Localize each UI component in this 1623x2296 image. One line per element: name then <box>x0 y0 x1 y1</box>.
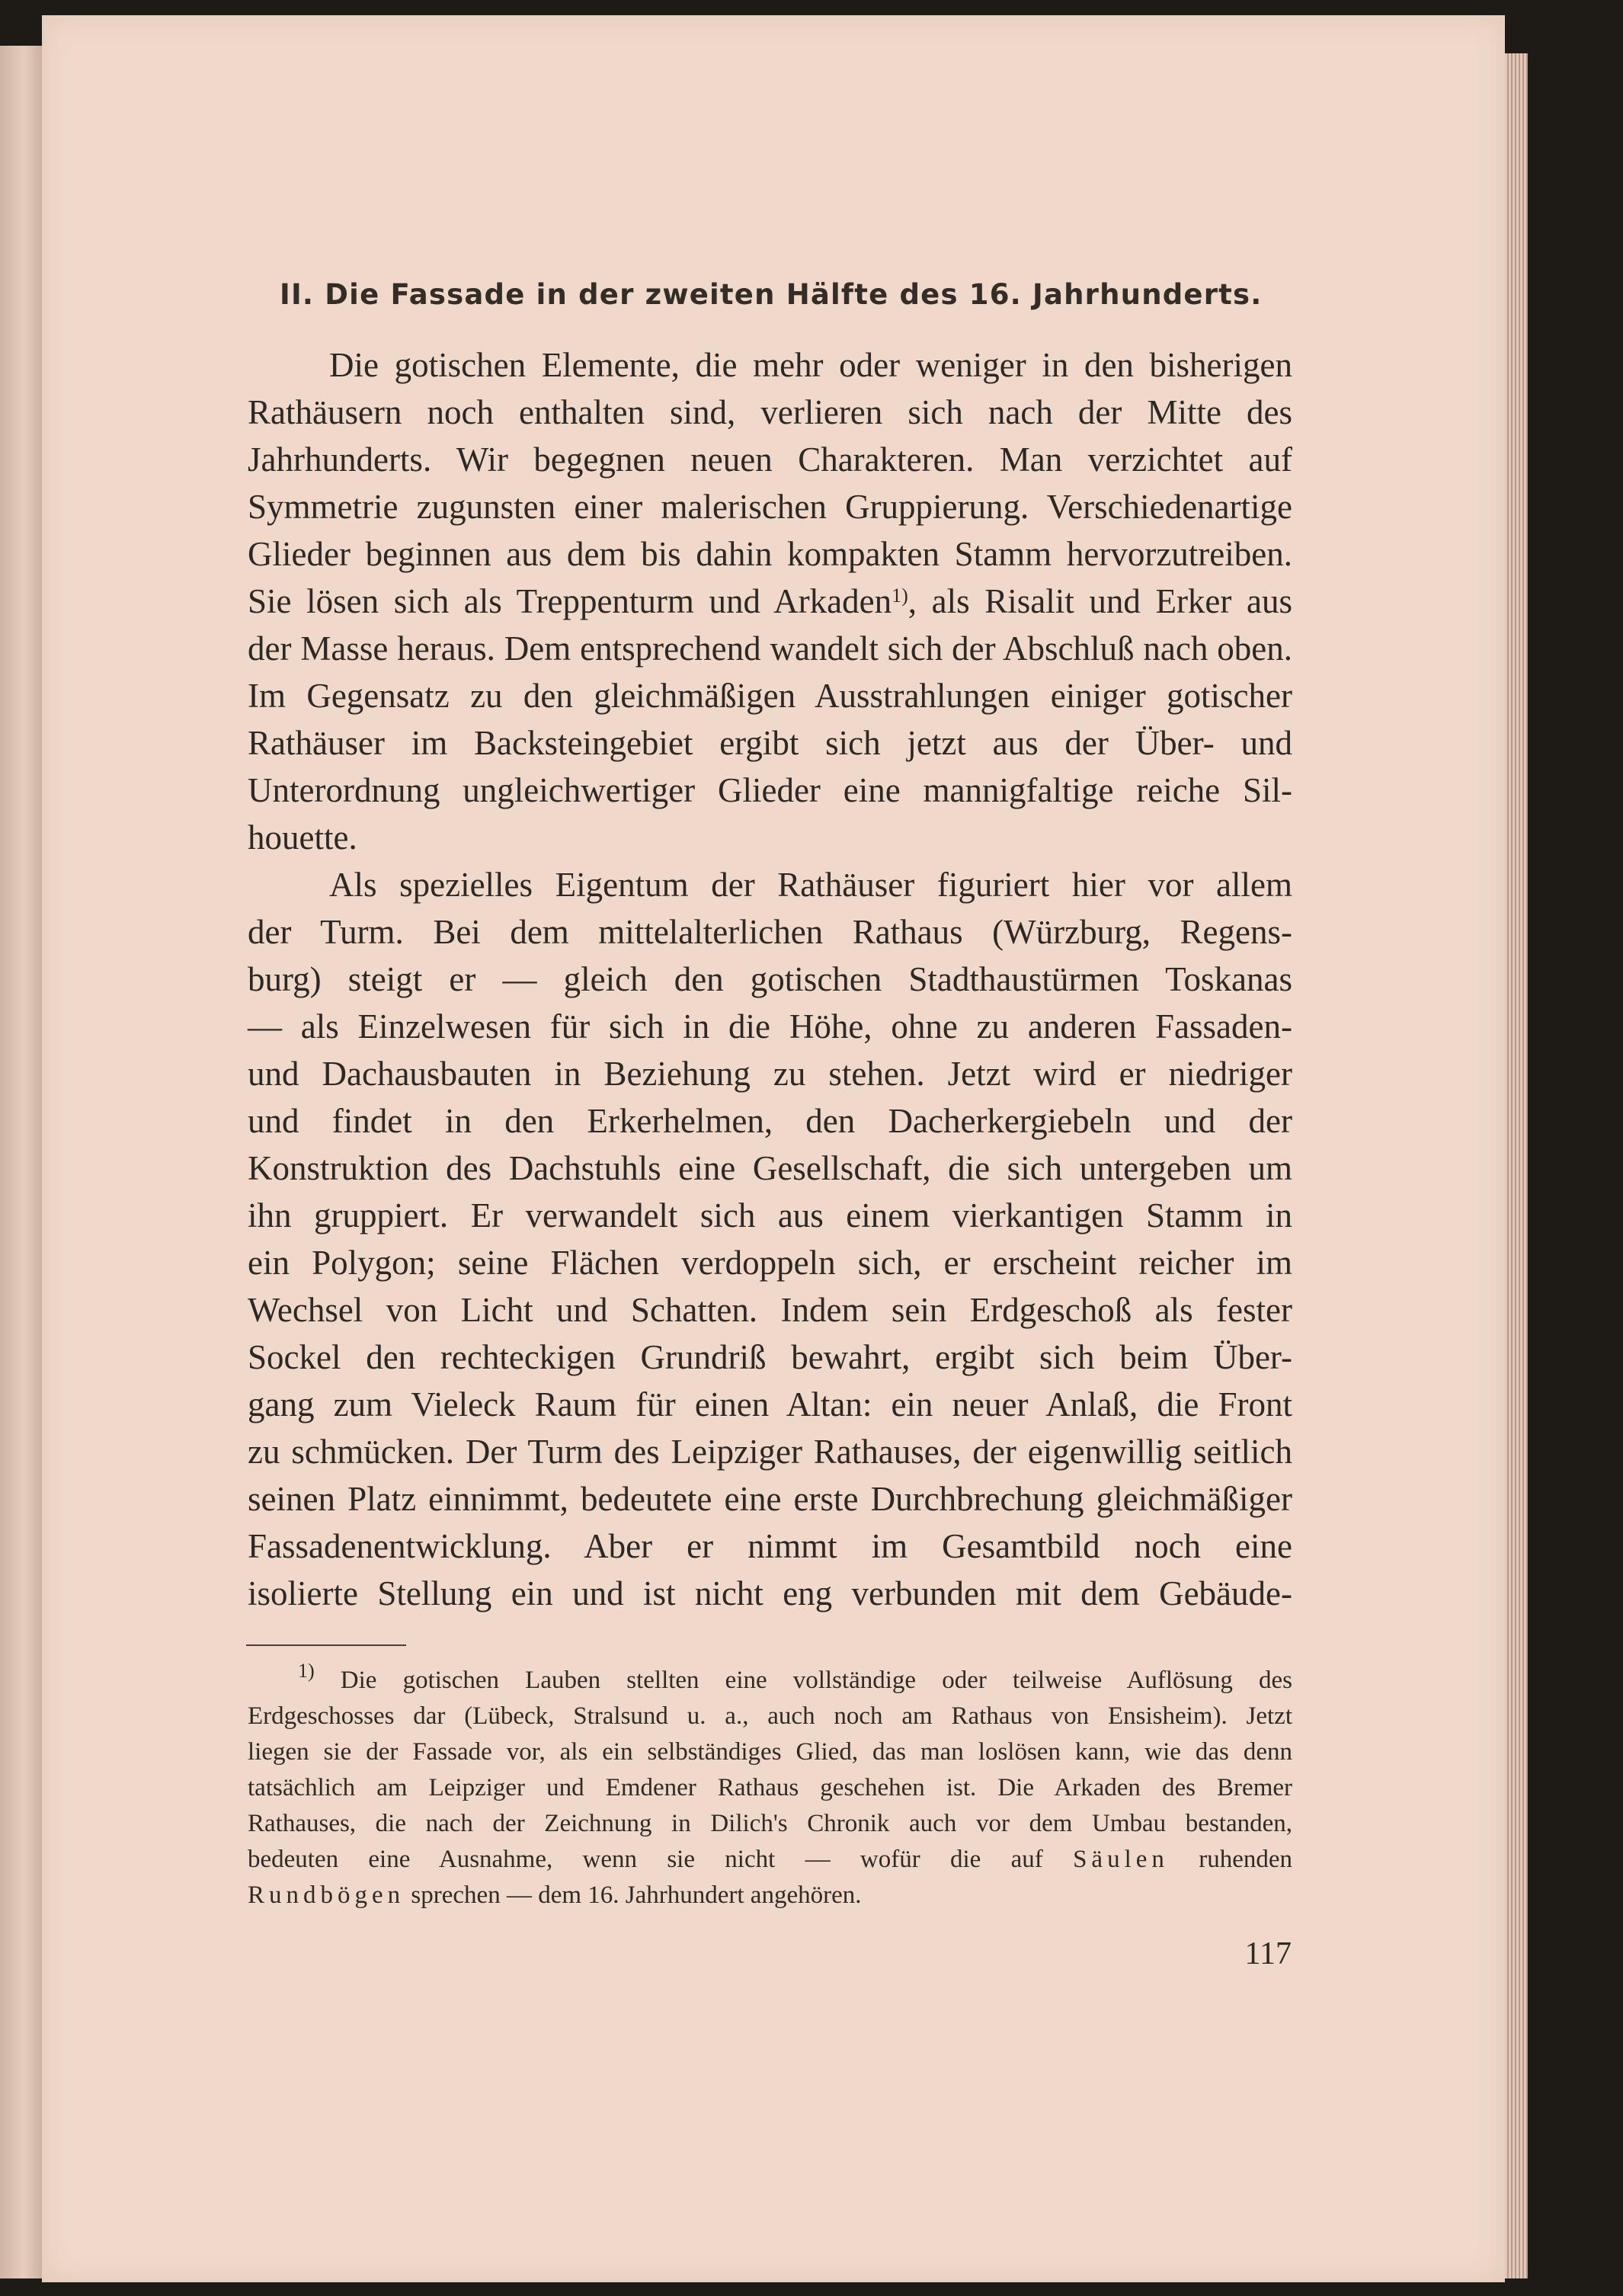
body-line: burg) steigt er — gleich den gotischen Stadthaustürmen Toskanas <box>248 960 1292 998</box>
footnote-line: Rathauses, die nach der Zeichnung in Dilich's Chronik auch vor dem Umbau bestanden, <box>248 1810 1292 1837</box>
body-line: Glieder beginnen aus dem bis dahin kompakten Stamm hervorzutreiben. <box>248 535 1292 573</box>
body-line: der Turm. Bei dem mittelalterlichen Rathaus (Würzburg, Regens- <box>248 913 1292 951</box>
footnote-emphasis: Säulen <box>1073 1846 1169 1873</box>
body-line: Unterordnung ungleichwertiger Glieder eine mannigfaltige reiche Sil- <box>248 771 1292 809</box>
body-line: Die gotischen Elemente, die mehr oder weniger in den bisherigen <box>329 346 1292 384</box>
body-line: ein Polygon; seine Flächen verdoppeln sich, er erscheint reicher im <box>248 1244 1292 1282</box>
body-line-part: , als Risalit und Erker aus <box>908 582 1292 620</box>
footnote-emphasis: Rundbögen <box>248 1881 405 1909</box>
footnote-text: sprechen — dem 16. Jahrhundert angehören. <box>411 1881 862 1909</box>
footnote-line: Erdgeschosses dar (Lübeck, Stralsund u. a., auch noch am Rathaus von Ensisheim). Jetzt <box>248 1702 1292 1730</box>
body-line: isolierte Stellung ein und ist nicht eng verbunden mit dem Gebäude- <box>248 1574 1292 1612</box>
footnote-line <box>248 1842 1292 1878</box>
body-line: Im Gegensatz zu den gleichmäßigen Ausstrahlungen einiger gotischer <box>248 677 1292 715</box>
body-line: Als spezielles Eigentum der Rathäuser figuriert hier vor allem <box>329 866 1292 904</box>
footnote-text: Die gotischen Lauben stellten eine vollständige oder teilweise Auflösung des <box>340 1667 1292 1694</box>
book-page <box>42 15 1505 2282</box>
footnote-separator <box>246 1644 406 1646</box>
footnote-text: bedeuten eine Ausnahme, wenn sie nicht — wofür die auf <box>248 1846 1043 1873</box>
body-line: houette. <box>248 818 357 857</box>
body-line: Wechsel von Licht und Schatten. Indem sein Erdgeschoß als fester <box>248 1291 1292 1329</box>
body-line: der Masse heraus. Dem entsprechend wandelt sich der Abschluß nach oben. <box>248 629 1292 668</box>
body-line: Sockel den rechteckigen Grundriß bewahrt, ergibt sich beim Über- <box>248 1338 1292 1376</box>
body-line: gang zum Vieleck Raum für einen Altan: ein neuer Anlaß, die Front <box>248 1385 1292 1423</box>
section-heading: II. Die Fassade in der zweiten Hälfte des 16. Jahrhunderts. <box>280 278 1263 311</box>
body-line: Konstruktion des Dachstuhls eine Gesellschaft, die sich untergeben um <box>248 1149 1292 1187</box>
body-line: Symmetrie zugunsten einer malerischen Gruppierung. Verschiedenartige <box>248 488 1292 526</box>
body-line: Rathäusern noch enthalten sind, verlieren sich nach der Mitte des <box>248 393 1292 431</box>
footnote-line <box>298 1660 1292 1699</box>
body-line: zu schmücken. Der Turm des Leipziger Rathauses, der eigenwillig seitlich <box>248 1433 1292 1471</box>
footnote-line <box>248 1878 1292 1913</box>
footnote-line: liegen sie der Fassade vor, als ein selbständiges Glied, das man loslösen kann, wie das denn <box>248 1738 1292 1766</box>
body-line: Fassadenentwicklung. Aber er nimmt im Gesamtbild noch eine <box>248 1527 1292 1565</box>
body-line: — als Einzelwesen für sich in die Höhe, ohne zu anderen Fassaden- <box>248 1007 1292 1046</box>
body-line: und Dachausbauten in Beziehung zu stehen. Jetzt wird er niedriger <box>248 1055 1292 1093</box>
footnote-marker: 1) <box>298 1660 315 1682</box>
page-number: 117 <box>1244 1936 1292 1971</box>
body-line: und findet in den Erkerhelmen, den Dacherkergiebeln und der <box>248 1102 1292 1140</box>
body-line: Rathäuser im Backsteingebiet ergibt sich jetzt aus der Über- und <box>248 724 1292 762</box>
footnote-text: ruhenden <box>1199 1846 1293 1873</box>
body-line: seinen Platz einnimmt, bedeutete eine erste Durchbrechung gleichmäßiger <box>248 1480 1292 1518</box>
body-line: ihn gruppiert. Er verwandelt sich aus einem vierkantigen Stamm in <box>248 1196 1292 1234</box>
body-line: Jahrhunderts. Wir begegnen neuen Charakteren. Man verzichtet auf <box>248 440 1292 479</box>
body-line-part: Sie lösen sich als Treppenturm und Arkaden <box>248 582 892 620</box>
body-line-with-footnote-ref <box>248 578 1292 625</box>
footnote-line: tatsächlich am Leipziger und Emdener Rathaus geschehen ist. Die Arkaden des Bremer <box>248 1774 1292 1801</box>
footnote-reference: 1) <box>892 584 908 607</box>
